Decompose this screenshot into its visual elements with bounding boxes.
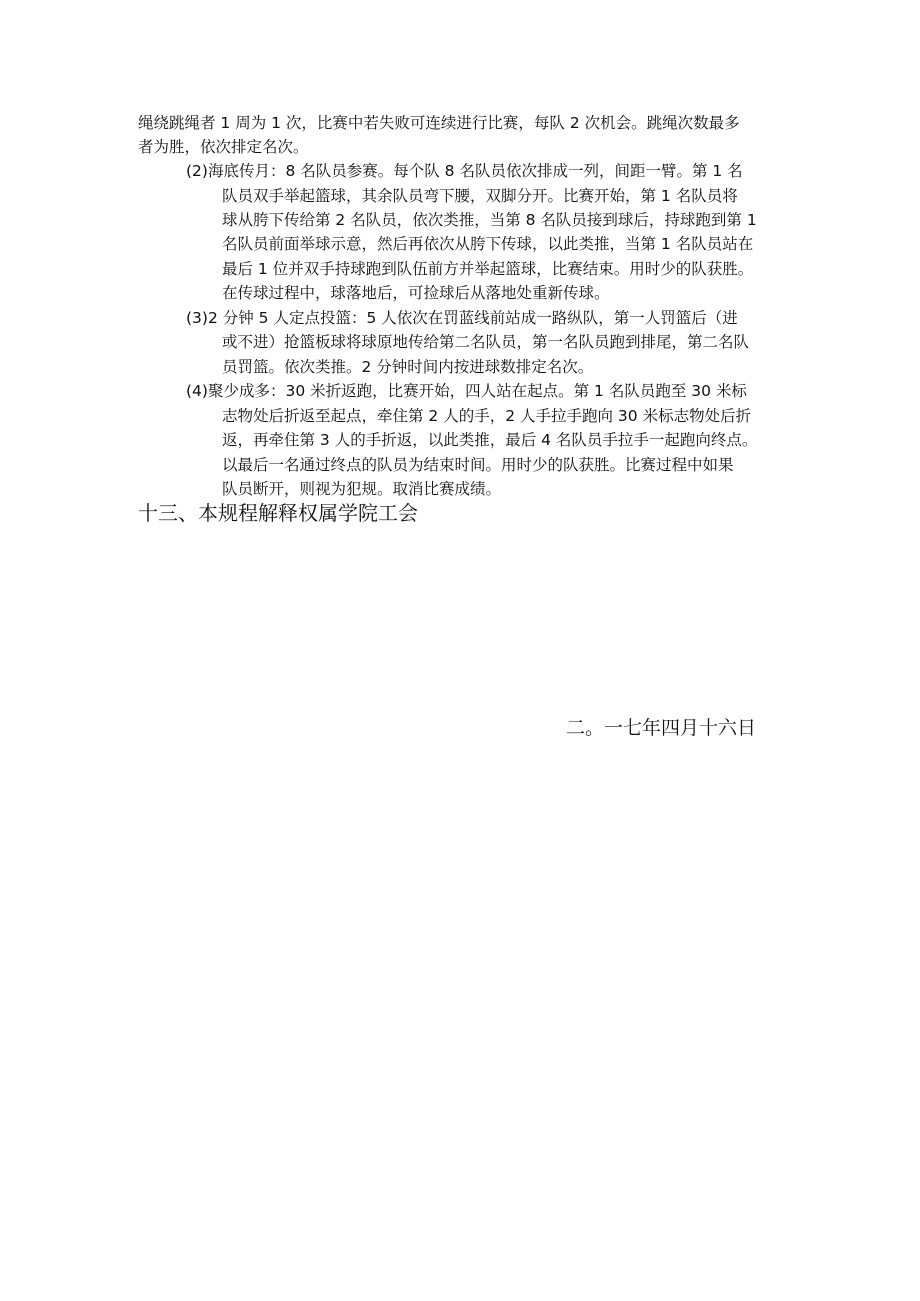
intro-line-2: 者为胜，依次排定名次。 [138, 138, 309, 156]
item-2-line-5: 最后 1 位并双手持球跑到队伍前方并举起篮球，比赛结束。用时少的队获胜。 [222, 260, 754, 278]
item-4-line-4: 以最后一名通过终点的队员为结束时间。用时少的队获胜。比赛过程中如果 [222, 456, 734, 474]
item-2-line-1: (2)海底传月：8 名队员参赛。每个队 8 名队员依次排成一列，间距一臂。第 1 名 [186, 162, 743, 180]
item-2-line-6: 在传球过程中，球落地后，可捡球后从落地处重新传球。 [222, 284, 610, 302]
item-4-line-5: 队员断开，则视为犯规。取消比赛成绩。 [222, 480, 502, 498]
intro-line-1: 绳绕跳绳者 1 周为 1 次，比赛中若失败可连续进行比赛，每队 2 次机会。跳绳次数最多 [138, 114, 740, 132]
document-date: 二。一七年四月十六日 [566, 717, 757, 739]
item-3-line-3: 员罚篮。依次类推。2 分钟时间内按进球数排定名次。 [222, 358, 594, 376]
item-2-line-3: 球从胯下传给第 2 名队员，依次类推，当第 8 名队员接到球后，持球跑到第 1 [222, 211, 757, 229]
item-4-line-2: 志物处后折返至起点，牵住第 2 人的手，2 人手拉手跑向 30 米标志物处后折 [222, 407, 752, 425]
item-3-line-1: (3)2 分钟 5 人定点投篮：5 人依次在罚蓝线前站成一路纵队，第一人罚篮后（进 [186, 309, 738, 327]
item-2-line-4: 名队员前面举球示意，然后再依次从胯下传球，以此类推，当第 1 名队员站在 [222, 235, 754, 253]
item-2-line-2: 队员双手举起篮球，其余队员弯下腰，双脚分开。比赛开始，第 1 名队员将 [222, 187, 738, 205]
section-heading: 十三、本规程解释权属学院工会 [138, 501, 418, 525]
item-4-line-3: 返，再牵住第 3 人的手折返，以此类推，最后 4 名队员手拉手一起跑向终点。 [222, 431, 758, 449]
item-4-line-1: (4)聚少成多：30 米折返跑，比赛开始，四人站在起点。第 1 名队员跑至 30 米标 [186, 382, 747, 400]
item-3-line-2: 或不进）抢篮板球将球原地传给第二名队员，第一名队员跑到排尾，第二名队 [222, 333, 750, 351]
